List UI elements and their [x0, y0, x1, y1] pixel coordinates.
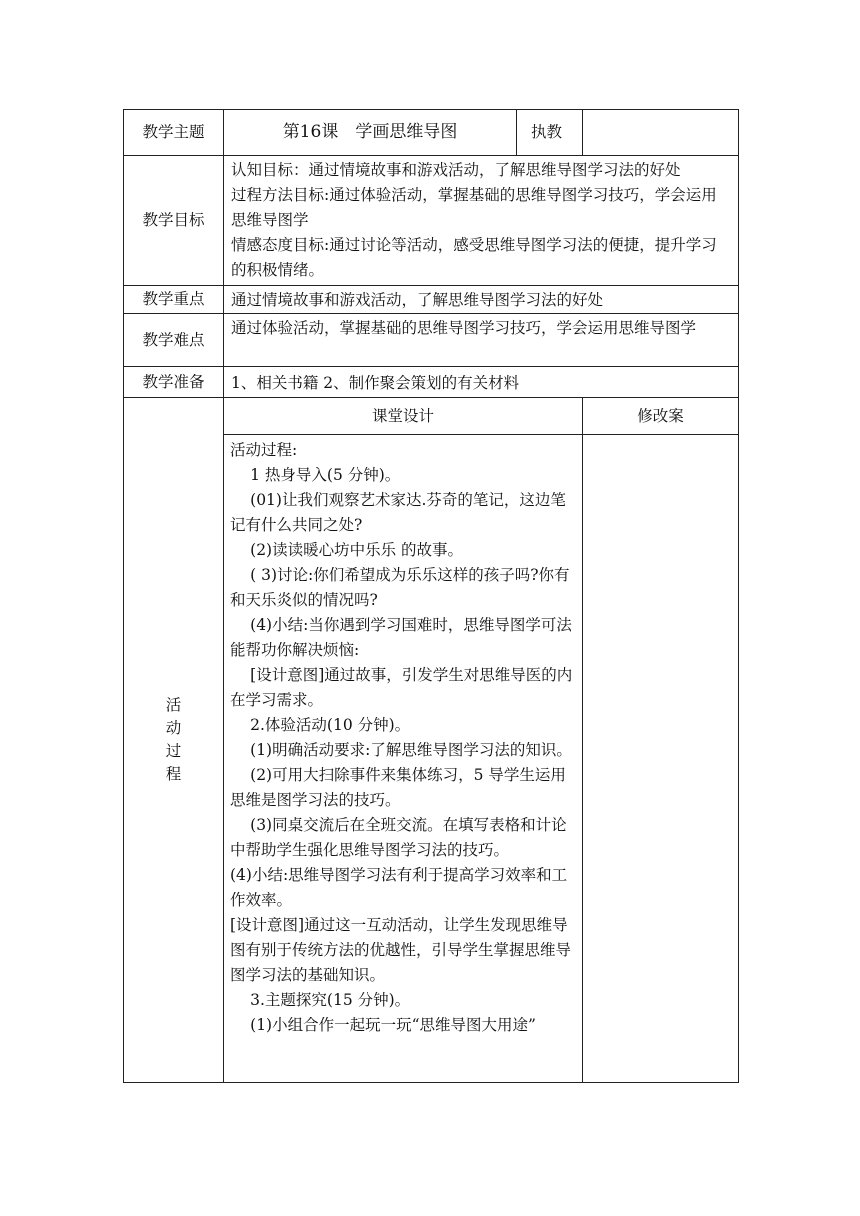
activity-paragraph: [设计意图]通过故事，引发学生对思维导医的内在学习需求。: [230, 666, 573, 709]
vertical-char: 活: [165, 696, 182, 714]
activity-paragraph: 活动过程:: [230, 441, 298, 459]
activity-paragraph: (2)读读暖心坊中乐乐 的故事。: [250, 541, 464, 559]
teacher-label: 执教: [517, 110, 583, 156]
teacher-value: [583, 110, 739, 156]
activity-paragraph: 2.体验活动(10 分钟)。: [250, 716, 411, 734]
activity-paragraph: (2)可用大扫除事件来集体练习，5 导学生运用思维是图学习法的技巧。: [230, 766, 566, 809]
objective-cognitive: 认知目标：通过情境故事和游戏活动，了解思维导图学习法的好处: [231, 161, 681, 179]
key-points-label: 教学重点: [124, 286, 224, 314]
vertical-char: 动: [165, 719, 182, 737]
activity-paragraph: ( 3)讨论:你们希望成为乐乐这样的孩子吗?你有和天乐炎似的情况吗?: [230, 566, 570, 609]
preparation-label: 教学准备: [124, 367, 224, 398]
difficulties-label: 教学难点: [124, 314, 224, 367]
activity-paragraph: (01)让我们观察艺术家达.芬奇的笔记，这边笔记有什么共同之处?: [230, 491, 566, 534]
preparation-row: [124, 367, 739, 398]
activity-paragraph: (1)明确活动要求:了解思维导图学习法的知识。: [250, 741, 572, 759]
header-row: [124, 110, 739, 156]
objectives-content: [224, 156, 739, 286]
activity-vertical-label: [124, 398, 224, 1083]
vertical-char: 过: [165, 742, 182, 760]
objective-process: 过程方法目标:通过体验活动，掌握基础的思维导图学习技巧，学会运用思维导图学: [231, 186, 717, 229]
key-points-row: [124, 286, 739, 314]
preparation-content: 1、相关书籍 2、制作聚会策划的有关材料: [224, 367, 739, 398]
theme-label: 教学主题: [124, 110, 224, 156]
activity-paragraph: 3.主题探究(15 分钟)。: [250, 991, 411, 1009]
activity-paragraph: 1 热身导入(5 分钟)。: [250, 466, 401, 484]
activity-paragraph: (3)同桌交流后在全班交流。在填写表格和计论中帮助学生强化思维导图学习法的技巧。: [230, 816, 567, 859]
difficulties-content: 通过体验活动，掌握基础的思维导图学习技巧，学会运用思维导图学: [224, 314, 739, 367]
activity-paragraph: (1)小组合作一起玩一玩“思维导图大用途”: [250, 1016, 536, 1034]
objectives-label: 教学目标: [124, 156, 224, 286]
activity-header-row: [124, 398, 739, 435]
activity-process-content: [224, 435, 583, 1083]
activity-paragraph: (4)小结:思维导图学习法有利于提高学习效率和工作效率。: [230, 866, 568, 909]
difficulties-row: [124, 314, 739, 367]
vertical-char: 程: [165, 765, 182, 783]
design-header: 课堂设计: [224, 398, 583, 435]
revision-header: 修改案: [583, 398, 739, 435]
key-points-content: 通过情境故事和游戏活动，了解思维导图学习法的好处: [224, 286, 739, 314]
lesson-title: 第16课 学画思维导图: [224, 110, 517, 156]
objective-emotion: 情感态度目标:通过讨论等活动，感受思维导图学习法的便捷，提升学习的积极情绪。: [231, 236, 717, 279]
lesson-plan-table: [123, 109, 739, 1083]
revision-content: [583, 435, 739, 1083]
activity-paragraph: (4)小结:当你遇到学习国难时，思维导图学可法能帮功你解决烦恼:: [230, 616, 572, 659]
activity-paragraph: [设计意图]通过这一互动活动，让学生发现思维导图有别于传统方法的优越性，引导学生掌握思维导图学习法的基础知识。: [230, 916, 572, 984]
objectives-row: [124, 156, 739, 286]
